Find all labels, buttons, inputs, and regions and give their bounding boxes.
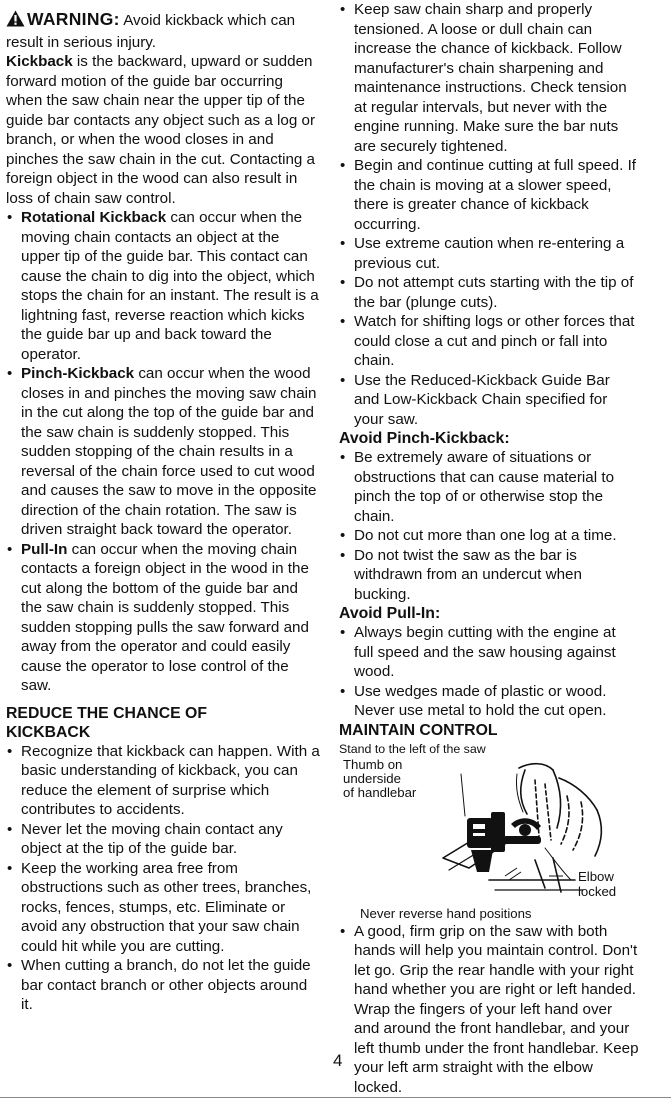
- elbow-label-line2: locked: [578, 883, 617, 899]
- elbow-label-line1: Elbow: [578, 868, 614, 884]
- pull-heading: Avoid Pull-In:: [339, 605, 441, 622]
- list-item: • Use extreme caution when re-entering a previous cut.: [339, 234, 639, 273]
- bottom-rule: [0, 1097, 671, 1098]
- pull-list: [339, 623, 639, 721]
- list-item: • Keep the working area free from obstructions such as other trees, branches, rocks, fences, stumps, etc. Eliminate or avoid any obstruction that your saw chain could hit while you are cutting.: [6, 859, 322, 957]
- list-item: • Never let the moving chain contact any object at the tip of the guide bar.: [6, 820, 322, 859]
- list-item: • Always begin cutting with the engine at full speed and the saw housing against wood.: [339, 623, 639, 682]
- type-term: Pinch-Kickback: [21, 365, 135, 382]
- list-item: • Watch for shifting logs or other forces that could close a cut and pinch or fall into chain.: [339, 312, 639, 371]
- list-item: • Do not attempt cuts starting with the tip of the bar (plunge cuts).: [339, 273, 639, 312]
- kickback-types-list: [6, 208, 322, 696]
- stand-label: Stand to the left of the saw: [339, 741, 486, 756]
- thumb-label-line1: Thumb on: [343, 756, 403, 772]
- list-item: • Use wedges made of plastic or wood. Never use metal to hold the cut open.: [339, 682, 639, 721]
- type-text: can occur when the moving chain contacts an object at the upper tip of the guide bar. This contact can cause the chain to dig into the object, which stops the chain for an instant. The result is a lightning fast, reverse reaction which kicks the guide bar up and back toward the operator.: [21, 209, 319, 363]
- control-figure: [339, 740, 639, 922]
- list-item: • Keep saw chain sharp and properly tensioned. A loose or dull chain can increase the chance of kickback. Follow manufacturer's chain sharpening and maintenance instructions. Check tension at regular intervals, but never with the engine running. Make sure the bar nuts are securely tightened.: [339, 0, 639, 156]
- maintain-heading: MAINTAIN CONTROL: [339, 721, 498, 739]
- list-item: • Use the Reduced-Kickback Guide Bar and Low-Kickback Chain specified for your saw.: [339, 371, 639, 430]
- list-item: [6, 540, 322, 696]
- reduce-list: [6, 742, 322, 1015]
- list-item: • Do not cut more than one log at a time.: [339, 526, 639, 546]
- list-item: • Be extremely aware of situations or obstructions that can cause material to pinch the top of or otherwise stop the chain.: [339, 448, 639, 526]
- type-term: Pull-In: [21, 540, 68, 558]
- warning-paragraph: [6, 10, 322, 52]
- reduce-heading-line2: KICKBACK: [6, 723, 91, 741]
- list-item: • When cutting a branch, do not let the guide bar contact branch or other objects around it.: [6, 956, 322, 1015]
- top-list: [339, 0, 639, 429]
- warning-text: Avoid kickback which can result in serious injury.: [6, 12, 296, 51]
- list-item: [6, 208, 322, 364]
- pinch-list: [339, 448, 639, 604]
- type-text: can occur when the wood closes in and pinches the moving saw chain in the cut along the top of the guide bar and the saw chain is suddenly stopped. This sudden stopping of the chain results in a reversal of the chain force used to cut wood and causes the saw to move in the opposite direction of the chain rotation. The saw is driven straight back toward the operator.: [21, 365, 317, 538]
- type-text: can occur when the moving chain contacts a foreign object in the wood in the cut along the bottom of the guide bar and the saw chain is suddenly stopped. This sudden stopping pulls the saw forward and away from the operator and could easily cause the operator to lose control of the saw.: [21, 540, 309, 694]
- list-item: • Do not twist the saw as the bar is withdrawn from an undercut when bucking.: [339, 546, 639, 605]
- right-column: [339, 0, 639, 1097]
- kickback-term: Kickback: [6, 53, 73, 70]
- pinch-heading: Avoid Pinch-Kickback:: [339, 430, 510, 447]
- list-item: • Begin and continue cutting at full speed. If the chain is moving at a slower speed, there is greater chance of kickback occurring.: [339, 156, 639, 234]
- grip-list: [339, 922, 639, 1098]
- warning-label: WARNING:: [27, 9, 120, 29]
- type-term: Rotational Kickback: [21, 209, 167, 226]
- kickback-definition: [6, 52, 322, 208]
- reduce-heading-line1: REDUCE THE CHANCE OF: [6, 704, 207, 722]
- figure-caption: Never reverse hand positions: [360, 905, 532, 921]
- list-item: [6, 364, 322, 540]
- list-item: • Recognize that kickback can happen. With a basic understanding of kickback, you can reduce the element of surprise which contributes to accidents.: [6, 742, 322, 820]
- warning-triangle-icon: [6, 10, 25, 33]
- left-column: [6, 0, 322, 1015]
- kickback-def-text: is the backward, upward or sudden forward motion of the guide bar occurring when the saw chain near the upper tip of the guide bar contacts any object such as a log or branch, or when the wood closes in and pinches the saw chain in the cut. Contacting a foreign object in the wood can also result in loss of chain saw control.: [6, 53, 316, 207]
- list-item: • A good, firm grip on the saw with both hands will help you maintain control. Don't let go. Grip the rear handle with your right hand whether you are right or left handed. Wrap the fingers of your left hand over and around the front handlebar, and your left thumb under the front handlebar. Keep your left arm straight with the elbow locked.: [339, 922, 639, 1098]
- thumb-label-line2: underside: [343, 770, 401, 786]
- page-number: 4: [333, 1051, 343, 1070]
- thumb-label-line3: of handlebar: [343, 784, 417, 800]
